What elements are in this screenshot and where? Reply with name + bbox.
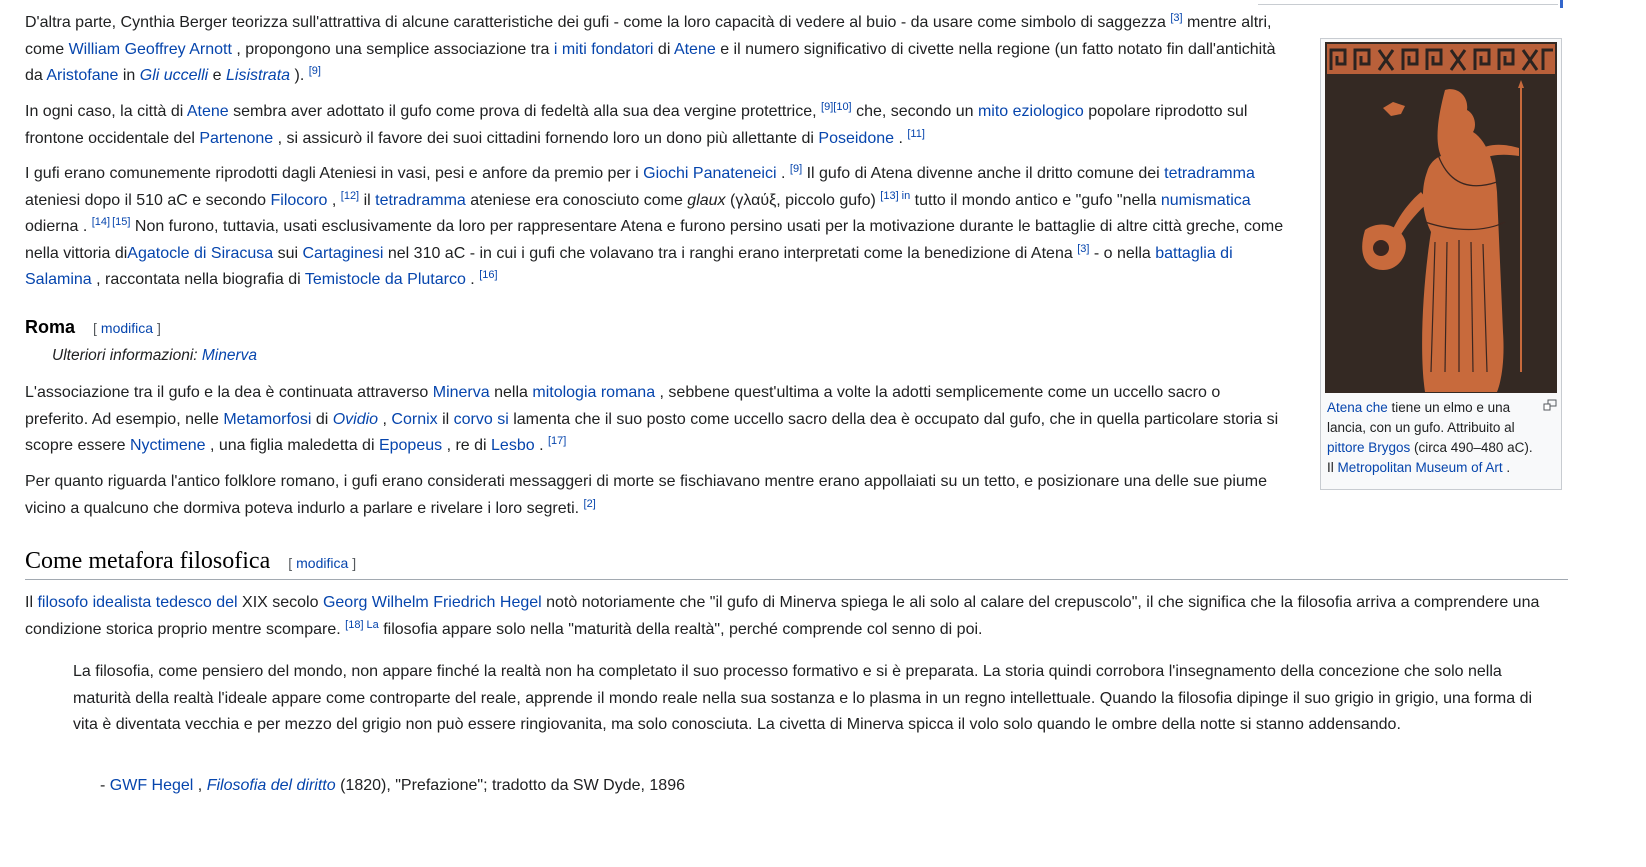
enlarge-icon[interactable] <box>1543 399 1557 411</box>
text: , si assicurò il favore dei suoi cittadini fornendo loro un dono più allettante di <box>273 129 819 147</box>
ref-13[interactable] <box>880 190 898 202</box>
text: popolare riprodotto sul frontone occidentale del <box>25 103 1248 147</box>
link-lesbo[interactable]: Lesbo <box>491 437 535 455</box>
link-temistocle[interactable]: Temistocle da Plutarco <box>304 271 466 289</box>
link-miti-fondatori[interactable]: i miti fondatori <box>553 40 654 58</box>
text: D'altra parte, Cynthia Berger teorizza sull'attrattiva di alcune caratteristiche dei gufi - come la loro capacità di vedere al buio - da usare come simbolo di saggezza <box>25 14 1171 31</box>
ref-link[interactable]: [17] <box>547 435 567 448</box>
ref-link[interactable]: [9] <box>789 163 803 175</box>
text: . <box>465 271 480 289</box>
ref-2[interactable] <box>584 498 596 510</box>
link-nyctimene[interactable]: Nyctimene <box>129 437 206 455</box>
link-filosofo-idealista[interactable]: filosofo idealista tedesco del <box>37 594 238 611</box>
ref-12[interactable] <box>341 190 359 202</box>
link-partenone[interactable]: Partenone <box>199 129 274 147</box>
link-arnott[interactable]: William Geoffrey Arnott <box>68 40 232 58</box>
ref-link[interactable]: [13] <box>880 189 899 202</box>
bracket: ] <box>157 320 161 336</box>
section-heading-metafora <box>25 548 1568 580</box>
text: (γλαύξ, piccolo gufo) <box>725 191 881 209</box>
link-metamorfosi[interactable]: Metamorfosi <box>223 410 312 428</box>
text: lamenta che il suo posto come uccello sacro della dea è occupato dal gufo, che in quella particolare storia si scopre essere <box>25 410 1279 455</box>
text: , <box>193 777 207 794</box>
hatnote-prefix: Ulteriori informazioni: <box>52 347 202 364</box>
text: (1820), "Prefazione"; tradotto da SW Dyde, 1896 <box>335 777 685 794</box>
text: mentre altri, come <box>25 14 1272 58</box>
link-cartaginesi[interactable]: Cartaginesi <box>302 244 384 262</box>
ref-18[interactable] <box>345 619 363 631</box>
text: , una figlia maledetta di <box>205 437 379 455</box>
link-hegel[interactable]: Georg Wilhelm Friedrich Hegel <box>322 594 542 611</box>
link-gli-uccelli[interactable]: Gli uccelli <box>139 67 209 85</box>
text: e <box>208 67 227 85</box>
text: XIX secolo <box>237 594 323 611</box>
link-numismatica[interactable]: numismatica <box>1160 191 1251 209</box>
heading-title: Come metafora filosofica <box>25 548 271 574</box>
link-gwf-hegel[interactable]: GWF Hegel <box>109 777 194 794</box>
bracket: [ <box>288 555 293 571</box>
link-filocoro[interactable]: Filocoro <box>270 191 328 209</box>
link-atene[interactable]: Atene <box>673 40 716 58</box>
text: il <box>437 410 454 428</box>
blockquote <box>73 659 1533 739</box>
ref-link[interactable]: in <box>901 189 911 202</box>
text: In ogni caso, la città di <box>25 103 187 120</box>
link-pittore-brygos[interactable]: pittore Brygos <box>1327 440 1411 455</box>
text: . <box>1502 460 1511 475</box>
text: ateniese era conosciuto come <box>465 191 688 209</box>
section-heading-roma <box>25 317 161 338</box>
ref-link[interactable]: [12] <box>340 189 360 202</box>
hatnote <box>52 347 257 365</box>
text: odierna . <box>25 218 92 236</box>
text: Non furono, tuttavia, usati esclusivamente da loro per rappresentare Atena e furono persino usati per la motivazione durante le battaglie di altre città greche, come nella vittoria di <box>25 218 1284 262</box>
ref-link[interactable]: La <box>366 618 379 631</box>
text: sui <box>273 244 303 262</box>
text: , raccontata nella biografia di <box>91 271 305 289</box>
text: ). <box>290 67 309 85</box>
text: , <box>327 191 341 209</box>
paragraph-folklore-romano <box>25 469 1287 522</box>
link-tetradramma-2[interactable]: tetradramma <box>375 191 466 209</box>
text: di <box>311 410 333 428</box>
ref-9[interactable] <box>309 65 321 77</box>
edit-link[interactable]: modifica <box>296 555 349 571</box>
link-atene[interactable]: Atene <box>186 103 229 120</box>
italic-glaux: glaux <box>687 191 726 209</box>
link-epopeus[interactable]: Epopeus <box>378 437 443 455</box>
link-aristofane[interactable]: Aristofane <box>46 67 119 85</box>
text: , sebbene quest'ultima a volte la adotti semplicemente come un uccello sacro o preferito. Ad esempio, nelle <box>25 384 1221 428</box>
ref-link[interactable]: [9] <box>821 101 834 113</box>
ref-15[interactable] <box>110 216 130 228</box>
text: in <box>118 67 140 85</box>
ref-3[interactable] <box>1077 243 1089 255</box>
ref-10[interactable] <box>833 101 851 113</box>
ref-link[interactable]: [10] <box>833 101 852 113</box>
edit-section <box>288 555 356 571</box>
ref-in[interactable] <box>899 190 911 202</box>
text: filosofia appare solo nella "maturità della realtà", perché comprende col senno di poi. <box>378 620 983 638</box>
text: il <box>359 191 376 209</box>
edit-link[interactable]: modifica <box>100 320 154 336</box>
thumbnail-figure <box>1320 38 1562 490</box>
text: di <box>653 40 674 58</box>
text: . <box>776 165 790 182</box>
quote-text: La filosofia, come pensiero del mondo, non appare finché la realtà non ha completato il suo processo formativo e si è preparata. La storia quindi corrobora l'insegnamento della concezione che solo nella maturità della realtà l'ideale appare come controparte del reale, apprende il mondo reale nella sua sostanza e lo plasma in un regno intellettuale. Quando la filosofia dipinge il suo grigio in grigio, una forma di vita è diventata vecchia e per mezzo del grigio non può essere ringiovanita, ma solo conosciuta. La civetta di Minerva spicca il volo solo quando le ombre della notte si stanno addensando. <box>73 663 1533 734</box>
athena-vase-image[interactable] <box>1325 42 1557 393</box>
paragraph-minerva <box>25 380 1287 460</box>
link-ovidio[interactable]: Ovidio <box>332 410 379 428</box>
ref-link[interactable]: [11] <box>907 127 925 140</box>
ref-16[interactable] <box>479 269 497 281</box>
text: (circa 490–480 aC). Il <box>1327 440 1533 475</box>
link-atena[interactable]: Atena che <box>1327 400 1388 415</box>
ref-link[interactable]: [9] <box>308 65 321 78</box>
ref-link[interactable]: [2] <box>583 497 596 510</box>
paragraph-athens-intro <box>25 10 1287 90</box>
text: , <box>378 410 392 428</box>
bracket: ] <box>352 555 357 571</box>
text: tutto il mondo antico e "gufo "nella <box>910 191 1161 209</box>
paragraph-hegel <box>25 590 1545 643</box>
text: Per quanto riguarda l'antico folklore romano, i gufi erano considerati messaggeri di morte se fischiavano mentre erano appollaiati su un tetto, e posizionare una delle sue piume vicino a qualcuno che dormiva poteva indurlo a parlare e rivelare i loro segreti. <box>25 473 1267 517</box>
text: Il <box>25 594 38 611</box>
text: Il gufo di Atena divenne anche il dritto comune dei <box>802 165 1165 182</box>
quote-citation <box>100 773 685 800</box>
text: nel 310 aC - in cui i gufi che volavano tra i ranghi erano interpretati come la benedizione di Atena <box>383 244 1078 262</box>
ref-link[interactable]: [18] <box>345 618 364 631</box>
scroll-indicator <box>1560 0 1563 8</box>
link-minerva[interactable]: Minerva <box>432 384 490 401</box>
link-tetradramma[interactable]: tetradramma <box>1164 165 1255 182</box>
ref-link[interactable]: [3] <box>1170 12 1183 24</box>
ref-link[interactable]: [15] <box>112 216 131 229</box>
ref-17[interactable] <box>548 435 566 447</box>
link-poseidone[interactable]: Poseidone <box>818 129 895 147</box>
text: ateniesi dopo il 510 aC e secondo <box>25 191 271 209</box>
text: . <box>534 437 548 455</box>
link-metropolitan-museum[interactable]: Metropolitan Museum of Art <box>1337 460 1503 475</box>
text: sembra aver adottato il gufo come prova di fedeltà alla sua dea vergine protettrice, <box>228 103 822 120</box>
citation-dash: - <box>100 777 110 794</box>
text: nella <box>489 384 533 401</box>
link-minerva[interactable]: Minerva <box>201 347 258 364</box>
ref-link[interactable]: [3] <box>1077 242 1090 255</box>
edit-section <box>93 320 161 336</box>
text: e il numero significativo di civette nella regione (un fatto notato fin dall'antichità da <box>25 40 1276 85</box>
ref-3[interactable] <box>1170 12 1182 24</box>
link-lisistrata[interactable]: Lisistrata <box>226 67 291 85</box>
link-giochi-panateneici[interactable]: Giochi Panateneici <box>643 165 777 182</box>
link-corvo[interactable]: corvo si <box>453 410 509 428</box>
ref-la[interactable] <box>364 619 379 631</box>
text: notò notoriamente che "il gufo di Minerva spiega le ali solo al calare del crepuscolo", il che significa che la filosofia arriva a comprendere una condizione storica proprio mentre scompare. <box>25 594 1540 638</box>
ref-link[interactable]: [16] <box>479 269 498 282</box>
text: , re di <box>442 437 492 455</box>
link-salamina[interactable]: battaglia di Salamina <box>25 244 1233 289</box>
paragraph-atene-fedelta <box>25 99 1300 152</box>
ref-9[interactable] <box>790 163 802 175</box>
text: . <box>894 129 908 147</box>
link-mitologia-romana[interactable]: mitologia romana <box>532 384 656 401</box>
text: I gufi erano comunemente riprodotti dagli Ateniesi in vasi, pesi e anfore da premio per i <box>25 165 644 182</box>
text: che, secondo un <box>851 103 978 120</box>
ref-11[interactable] <box>907 128 925 140</box>
link-cornix[interactable]: Cornix <box>391 410 438 428</box>
link-filosofia-del-diritto[interactable]: Filosofia del diritto <box>206 777 336 794</box>
text: - o nella <box>1089 244 1156 262</box>
text: , propongono una semplice associazione tra <box>231 40 554 58</box>
paragraph-gufi-ateniesi <box>25 161 1300 294</box>
heading-title: Roma <box>25 317 76 337</box>
top-strip <box>1258 0 1558 5</box>
text: tiene un elmo e una lancia, con un gufo. Attribuito al <box>1327 400 1515 435</box>
bracket: [ <box>93 320 97 336</box>
thumbnail-caption <box>1327 398 1535 478</box>
ref-link[interactable]: [14] <box>91 216 111 229</box>
ref-14[interactable] <box>92 216 110 228</box>
link-mito-eziologico[interactable]: mito eziologico <box>977 103 1084 120</box>
link-agatocle[interactable]: Agatocle di Siracusa <box>127 244 274 262</box>
text: L'associazione tra il gufo e la dea è continuata attraverso <box>25 384 433 401</box>
ref-9[interactable] <box>821 101 833 113</box>
